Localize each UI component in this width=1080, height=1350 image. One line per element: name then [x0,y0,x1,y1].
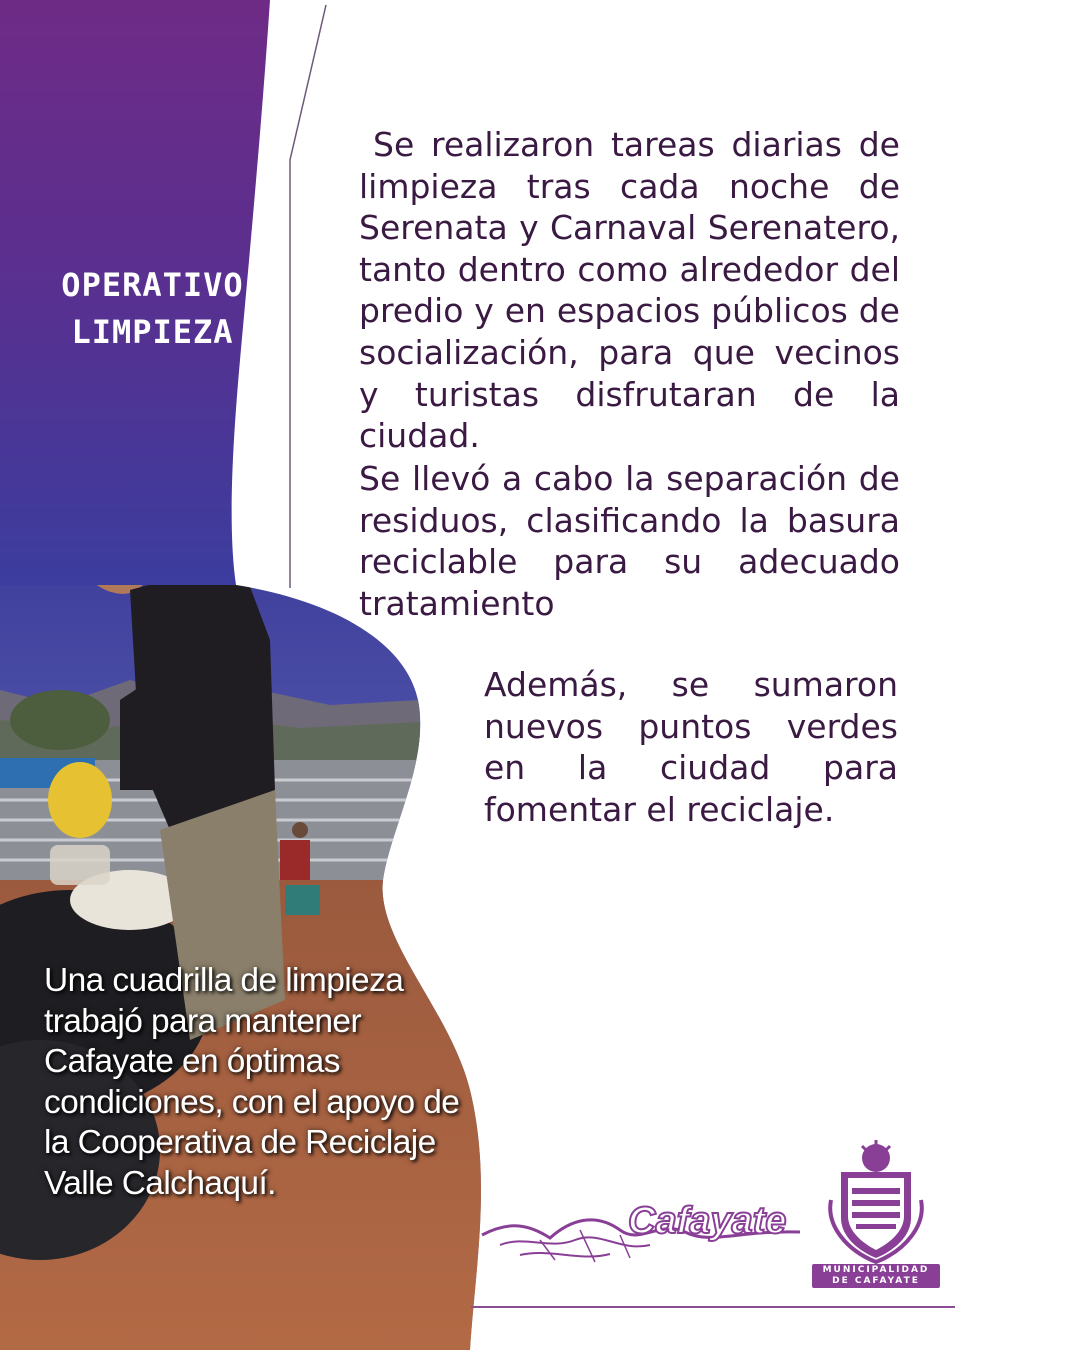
municipality-line-2: DE CAFAYATE [832,1276,920,1286]
municipality-seal-icon [826,1140,926,1265]
paragraph-waste-separation: Se llevó a cabo la separación de residuos, clasificando la basura reciclable para su adecuado tratamiento [359,459,900,623]
municipality-name [812,1264,940,1288]
title-line-1: OPERATIVO [61,266,244,304]
paragraph-cleaning-tasks [359,124,900,457]
cafayate-logo-text: Cafayate [628,1200,787,1242]
footer-divider [471,1306,955,1308]
page-title [30,262,275,356]
photo-cleaning-crew [0,525,500,1350]
paragraph-green-points: Además, se sumaron nuevos puntos verdes en la ciudad para fomentar el reciclaje. [484,665,898,829]
paragraph-1-text: Se realizaron tareas diarias de limpieza tras cada noche de Serenata y Carnaval Serenatero, tanto dentro como alrededor del predio y en espacios públicos de socialización, para que vecinos y turistas disfrutaran de la ciudad. [359,125,900,456]
photo-caption: Una cuadrilla de limpieza trabajó para mantener Cafayate en óptimas condiciones, con el apoyo de la Cooperativa de Reciclaje Valle Calchaquí. [44,962,460,1202]
worker-glove [48,762,112,838]
municipality-line-1: MUNICIPALIDAD [822,1265,930,1275]
title-line-2: LIMPIEZA [71,313,234,351]
divider-line [290,5,326,588]
